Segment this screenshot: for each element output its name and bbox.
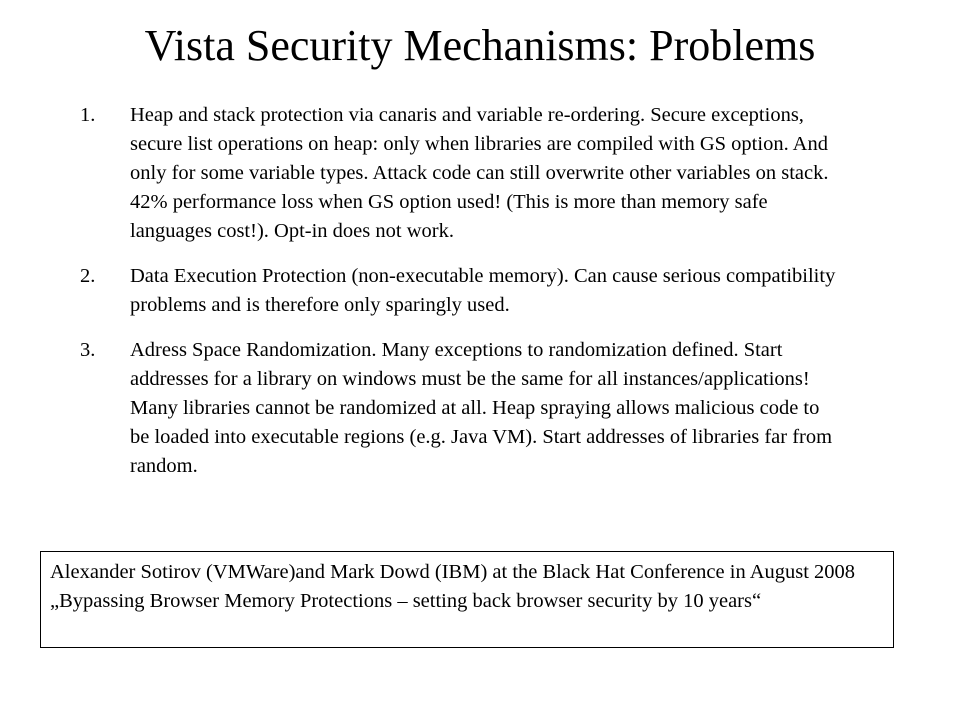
slide-title: Vista Security Mechanisms: Problems [144, 21, 816, 70]
list-item-text: Adress Space Randomization. Many exceptions to randomization defined. Start addresses for a library on windows must be the same for all instances/applications! Many libraries cannot be randomized at all. Heap spraying allows malicious code to be loaded into executable regions (e.g. Java VM). Start addresses of libraries far from random. [130, 339, 833, 477]
list-item [80, 262, 840, 320]
list-item-number: 1. [80, 104, 96, 126]
list-item-number: 3. [80, 339, 96, 361]
list-item [80, 336, 840, 481]
reference-box: Alexander Sotirov (VMWare)and Mark Dowd (IBM) at the Black Hat Conference in August 2008 „Bypassing Browser Memory Protections – setting back browser security by 10 years“ [40, 551, 894, 648]
list-item [80, 101, 840, 246]
list-item-text: Heap and stack protection via canaris and variable re-ordering. Secure exceptions, secure list operations on heap: only when libraries are compiled with GS option. And only for some variable types. Attack code can still overwrite other variables on stack. 42% performance loss when GS option used! (This is more than memory safe languages cost!). Opt-in does not work. [130, 104, 829, 242]
list-item-text: Data Execution Protection (non-executable memory). Can cause serious compatibility problems and is therefore only sparingly used. [130, 265, 836, 316]
problem-list [80, 101, 840, 497]
list-item-number: 2. [80, 265, 96, 287]
